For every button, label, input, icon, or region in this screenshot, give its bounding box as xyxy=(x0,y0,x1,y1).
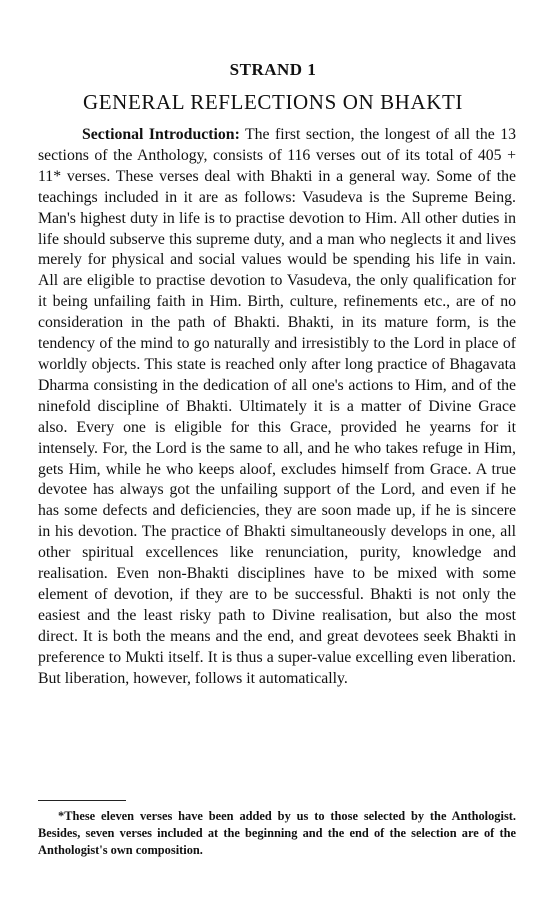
footnote-divider xyxy=(38,800,126,801)
paragraph-lead: Sectional Introduction: xyxy=(82,126,240,143)
footnote: *These eleven verses have been added by us to those selected by the Anthologist. Besides, seven verses included at the beginning and the end of the selection are of the Anthologist's own composition. xyxy=(38,809,516,857)
chapter-title: GENERAL REFLECTIONS ON BHAKTI xyxy=(82,90,464,114)
strand-heading: STRAND 1 xyxy=(229,60,317,79)
paragraph-body: The first section, the longest of all the 13 sections of the Anthology, consists of 116 verses out of its total of 405 + 11* verses. These verses deal with Bhakti in a general way. Some of the teachings included in it are as follows: Vasudeva is the Supreme Being. Man's highest duty in life is to practise devotion to Him. All other duties in life should subserve this supreme duty, and a man who neglects it and lives merely for physical and social values would be spending his life in vain. All are eligible to practise devotion to Vasudeva, the only qualification for it being unfailing faith in Him. Birth, culture, refinements etc., are of no consideration in the path of Bhakti. Bhakti, in its mature form, is the tendency of the mind to go naturally and irresistibly to the Lord in place of worldly objects. This state is reached only after long practice of Bhagavata Dharma consisting in the dedication of all one's actions to Him, and of the ninefold discipline of Bhakti. Ultimately it is a matter of Divine Grace also. Every one is eligible for this Grace, provided he yearns for it intensely. For, the Lord is the same to all, and he who takes refuge in Him, gets Him, while he who keeps aloof, excludes himself from Grace. A true devotee has always got the unfailing support of the Lord, and even if he has some defects and deficiencies, they are soon made up, if he is sincere in his devotion. The practice of Bhakti simultaneously develops in one, all other spiritual excellences like renunciation, purity, knowledge and realisation. Even non-Bhakti disciplines have to be mixed with some element of devotion, if they are to be successful. Bhakti is not only the easiest and the least risky path to Divine realisation, but also the most direct. It is both the means and the end, and great devotees seek Bhakti in preference to Mukti itself. It is thus a super-value excelling even liberation. But liberation, however, follows it automatically. xyxy=(38,126,516,687)
sectional-introduction-paragraph xyxy=(38,125,516,689)
